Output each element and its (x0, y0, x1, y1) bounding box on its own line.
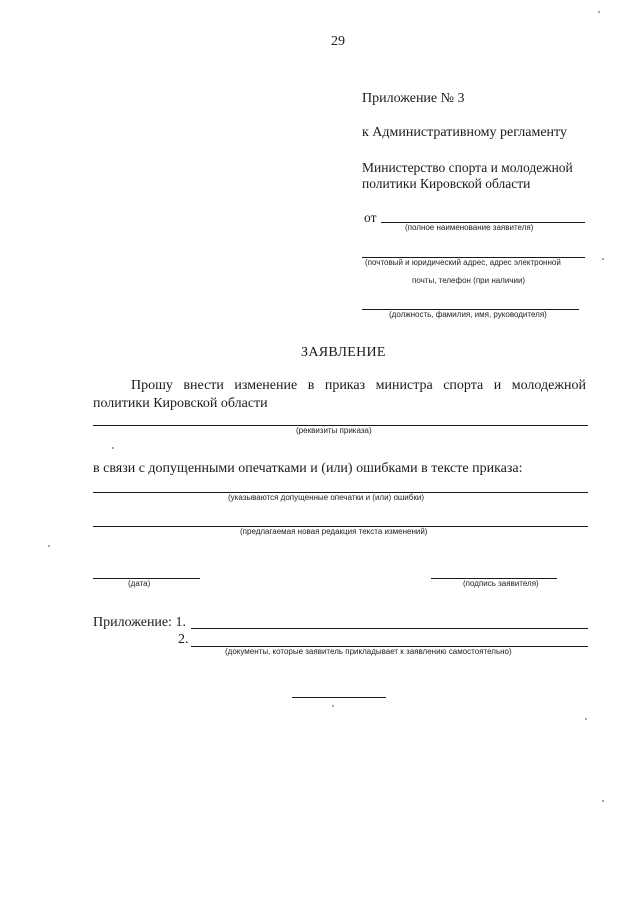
scan-speck (602, 800, 604, 802)
statement-title: ЗАЯВЛЕНИЕ (301, 345, 386, 360)
hint-signature: (подпись заявителя) (463, 579, 539, 588)
hint-order-details: (реквизиты приказа) (296, 426, 372, 435)
hint-address-2: почты, телефон (при наличии) (412, 276, 526, 285)
from-label: от (364, 210, 377, 225)
scan-speck (112, 447, 114, 449)
hint-new-text: (предлагаемая новая редакция текста изменений) (240, 527, 428, 536)
attachment-2-label: 2. (178, 632, 189, 647)
scan-speck (602, 258, 604, 260)
scan-speck (48, 545, 50, 547)
scan-speck (332, 705, 334, 707)
closing-divider (292, 697, 386, 698)
hint-position: (должность, фамилия, имя, руководителя) (389, 310, 547, 319)
attachment-label: Приложение: 1. (93, 615, 187, 630)
hint-errors: (указываются допущенные опечатки и (или) ошибки) (228, 493, 424, 502)
page-number: 29 (331, 34, 345, 49)
hint-documents: (документы, которые заявитель прикладывает к заявлению самостоятельно) (225, 647, 512, 656)
scan-speck (598, 11, 600, 13)
appendix-heading: Приложение № 3 (362, 91, 465, 106)
errors-statement: в связи с допущенными опечатками и (или) ошибками в тексте приказа: (93, 461, 523, 476)
request-line-2: политики Кировской области (93, 396, 268, 411)
scan-speck (585, 718, 587, 720)
hint-address-1: (почтовый и юридический адрес, адрес электронной (365, 258, 561, 267)
regulation-reference: к Административному регламенту (362, 125, 567, 140)
ministry-line-1: Министерство спорта и молодежной (362, 160, 573, 175)
attachment-1-line (191, 628, 588, 629)
hint-applicant-name: (полное наименование заявителя) (405, 223, 534, 232)
ministry-line-2: политики Кировской области (362, 176, 531, 191)
request-line-1: Прошу внести изменение в приказ министра спорта и молодежной (131, 378, 586, 393)
hint-date: (дата) (128, 579, 151, 588)
